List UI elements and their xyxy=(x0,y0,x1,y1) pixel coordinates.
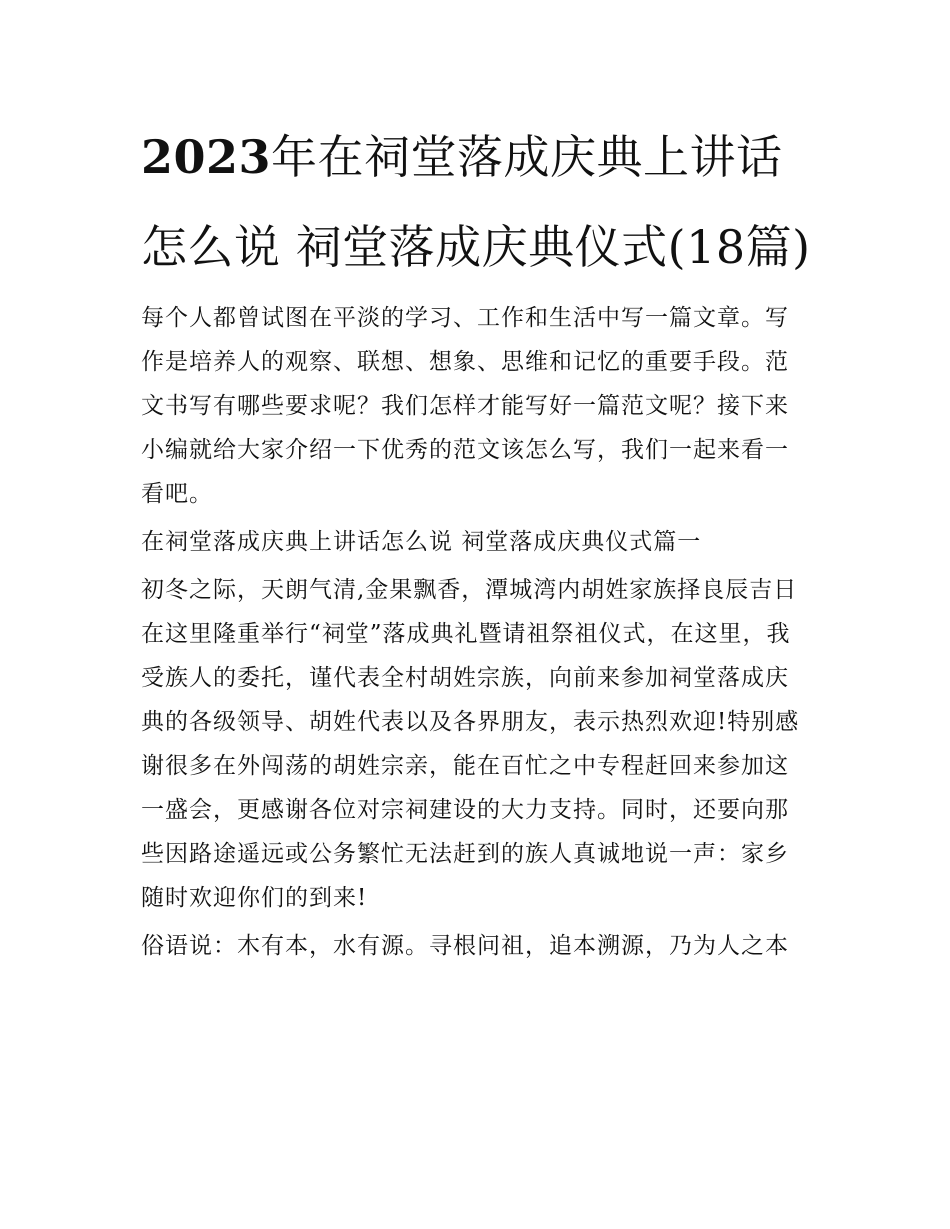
document-title: 2023年在祠堂落成庆典上讲话怎么说 祠堂落成庆典仪式(18篇) xyxy=(141,130,811,274)
section-heading: 在祠堂落成庆典上讲话怎么说 祠堂落成庆典仪式篇一 xyxy=(141,529,702,555)
intro-paragraph: 每个人都曾试图在平淡的学习、工作和生活中写一篇文章。写作是培养人的观察、联想、想象、思维和记忆的重要手段。范文书写有哪些要求呢？我们怎样才能写好一篇范文呢？接下来小编就给大家介绍一下优秀的范文该怎么写，我们一起来看一看吧。 xyxy=(141,305,789,507)
title-year: 2023 xyxy=(141,130,272,184)
document-body xyxy=(141,296,812,968)
speech-paragraph: 初冬之际，天朗气清,金果飘香，潭城湾内胡姓家族择良辰吉日在这里隆重举行“祠堂”落成典礼暨请祖祭祖仪式，在这里，我受族人的委托，谨代表全村胡姓宗族，向前来参加祠堂落成庆典的各级领导、胡姓代表以及各界朋友，表示热烈欢迎!特别感谢很多在外闯荡的胡姓宗亲，能在百忙之中专程赶回来参加这一盛会，更感谢各位对宗祠建设的大力支持。同时，还要向那些因路途遥远或公务繁忙无法赶到的族人真诚地说一声：家乡随时欢迎你们的到来! xyxy=(141,577,800,911)
proverb-paragraph: 俗语说：木有本，水有源。寻根问祖，追本溯源，乃为人之本 xyxy=(141,933,789,959)
